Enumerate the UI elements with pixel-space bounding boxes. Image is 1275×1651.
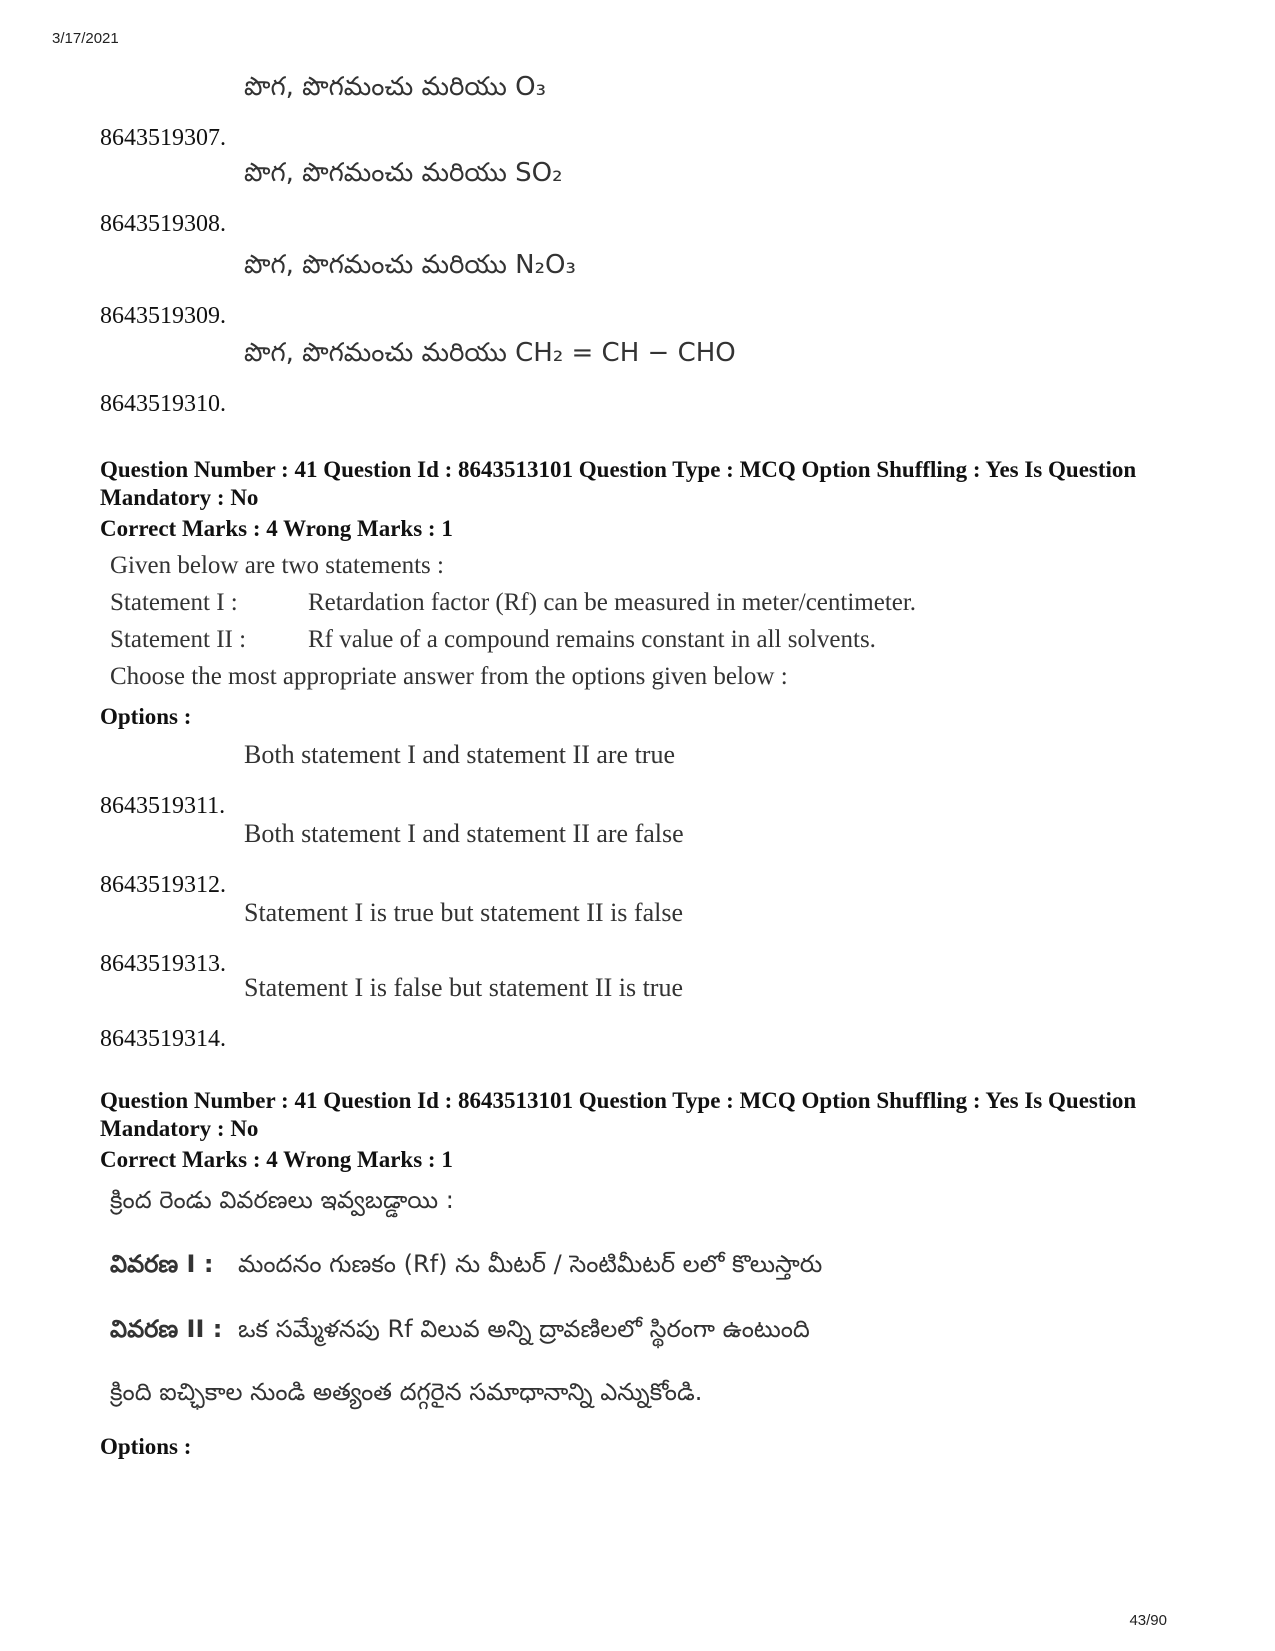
option-text: Both statement I and statement II are false bbox=[244, 819, 684, 848]
option-text: పొగ, పొగమంచు మరియు N₂O₃ bbox=[244, 250, 576, 280]
option-id: 8643519314. bbox=[100, 1026, 226, 1052]
question-header: Question Number : 41 Question Id : 8643513101 Question Type : MCQ Option Shuffling : Yes Is Question Mandatory : No bbox=[100, 457, 1137, 510]
question-intro: Given below are two statements : bbox=[110, 552, 444, 579]
option-8643519309 bbox=[100, 250, 1100, 330]
question-marks: Correct Marks : 4 Wrong Marks : 1 bbox=[100, 516, 453, 541]
option-8643519313 bbox=[100, 898, 1100, 978]
option-text: పొగ, పొగమంచు మరియు CH₂ = CH − CHO bbox=[244, 338, 736, 368]
question-header: Question Number : 41 Question Id : 8643513101 Question Type : MCQ Option Shuffling : Yes Is Question Mandatory : No bbox=[100, 1088, 1137, 1141]
option-8643519308 bbox=[100, 158, 1100, 238]
option-text: Statement I is false but statement II is true bbox=[244, 973, 683, 1002]
option-8643519311 bbox=[100, 740, 1100, 820]
option-8643519312 bbox=[100, 819, 1100, 899]
option-text: Both statement I and statement II are true bbox=[244, 740, 676, 769]
statement-2-text: ఒక సమ్మేళనపు Rf విలువ అన్ని ద్రావణిలలో స్థిరంగా ఉంటుంది bbox=[238, 1315, 810, 1343]
option-id: 8643519308. bbox=[100, 211, 226, 237]
question-marks: Correct Marks : 4 Wrong Marks : 1 bbox=[100, 1147, 453, 1172]
page-number: 43/90 bbox=[1129, 1612, 1167, 1629]
options-label: Options : bbox=[100, 1434, 192, 1459]
option-id: 8643519310. bbox=[100, 391, 226, 417]
option-8643519307 bbox=[100, 72, 1100, 152]
option-id: 8643519312. bbox=[100, 872, 226, 898]
option-text: Statement I is true but statement II is false bbox=[244, 898, 683, 927]
print-date: 3/17/2021 bbox=[52, 30, 119, 47]
question-instruction: Choose the most appropriate answer from the options given below : bbox=[110, 663, 788, 690]
option-id: 8643519313. bbox=[100, 951, 226, 977]
option-text: పొగ, పొగమంచు మరియు O₃ bbox=[244, 72, 547, 102]
statement-1-text: Retardation factor (Rf) can be measured in meter/centimeter. bbox=[308, 589, 917, 616]
statement-1-text: మందనం గుణకం (Rf) ను మీటర్ / సెంటిమీటర్ లలో కొలుస్తారు bbox=[238, 1250, 823, 1278]
statement-1-label: Statement I : bbox=[110, 589, 238, 616]
option-8643519310 bbox=[100, 338, 1100, 418]
option-id: 8643519309. bbox=[100, 303, 226, 329]
question-instruction: క్రింది ఐచ్ఛికాల నుండి అత్యంత దగ్గరైన సమాధానాన్ని ఎన్నుకోండి. bbox=[110, 1378, 703, 1406]
option-id: 8643519307. bbox=[100, 125, 226, 151]
question-intro: క్రింద రెండు వివరణలు ఇవ్వబడ్డాయి : bbox=[110, 1186, 454, 1214]
options-label: Options : bbox=[100, 704, 192, 729]
option-text: పొగ, పొగమంచు మరియు SO₂ bbox=[244, 158, 563, 188]
statement-1-label: వివరణ I : bbox=[110, 1250, 214, 1278]
statement-2-text: Rf value of a compound remains constant in all solvents. bbox=[308, 626, 876, 653]
statement-2-label: వివరణ II : bbox=[110, 1315, 223, 1343]
option-8643519314 bbox=[100, 973, 1100, 1053]
option-id: 8643519311. bbox=[100, 793, 226, 819]
statement-2-label: Statement II : bbox=[110, 626, 247, 653]
